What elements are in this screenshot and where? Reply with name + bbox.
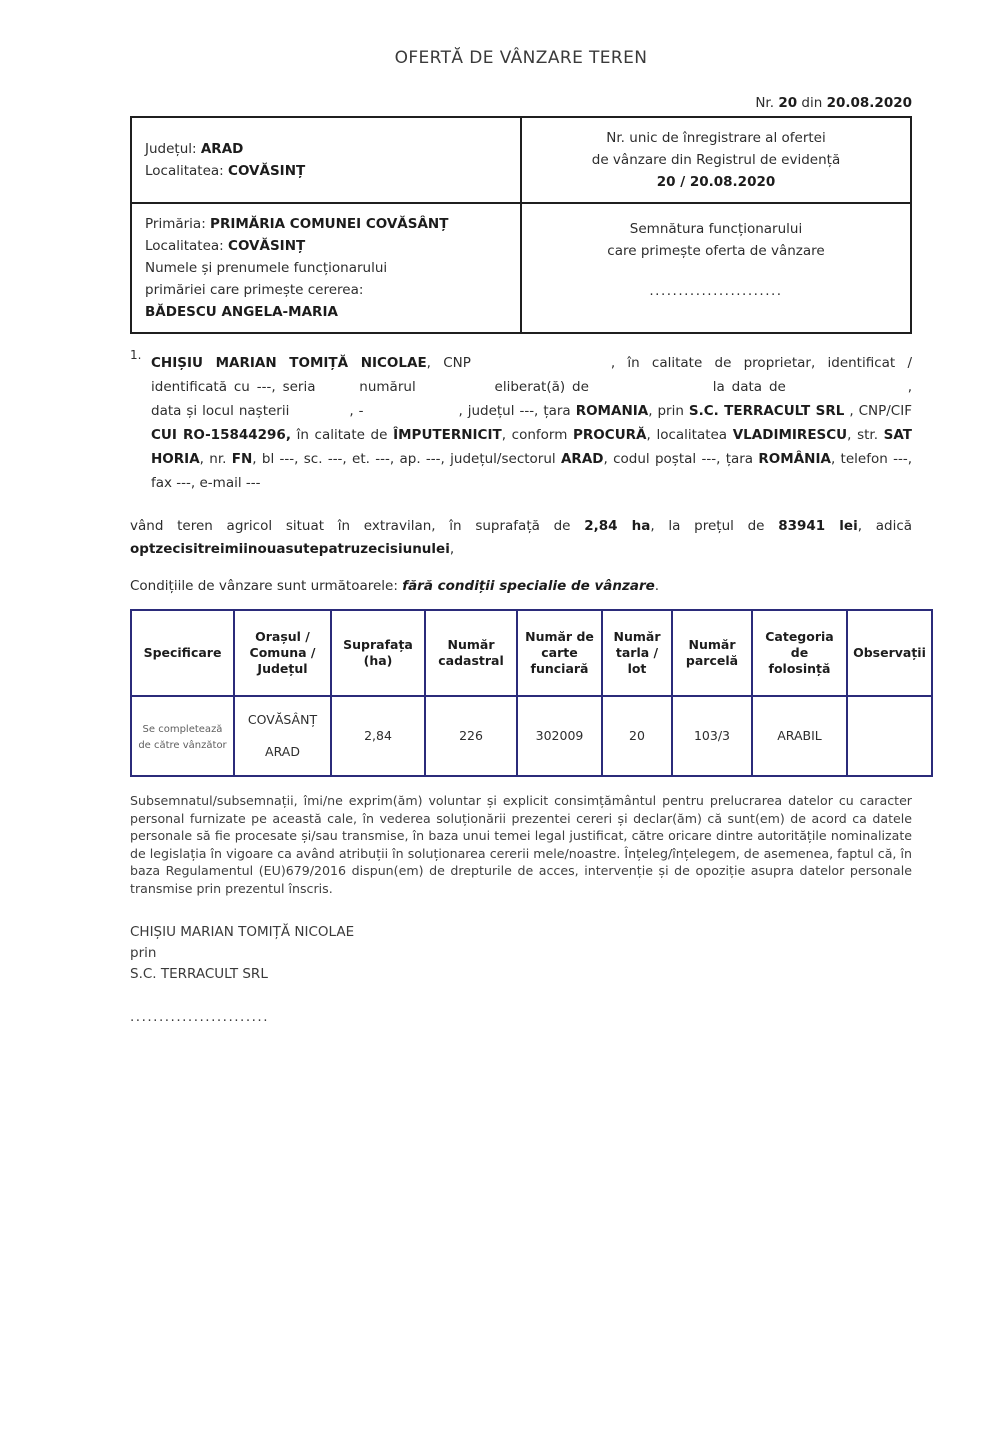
consent-paragraph: Subsemnatul/subsemnații, îmi/ne exprim(ăm) voluntar și explicit consimțământul pentru prelucrarea datelor cu caracter personal furnizate pe această cale, în vederea soluționării prezentei cereri și declar(ăm) că sunt(em) de acord ca datele personale să fie procesate și/sau transmise, în baza unui temei legal justificat, către oricare dintre autoritățile nominalizate de legislația în vigoare ca având atribuții în soluționarea cererii mele/noastre. Înțeleg/înțelegem, de asemenea, faptul că, în baza Regulamentul (EU)679/2016 dispun(em) de drepturile de acces, intervenție și de opoziție asupra datelor personale transmise prin prezentul înscris. xyxy=(130,793,912,896)
text-run: , adică xyxy=(857,518,913,534)
blank-field xyxy=(423,389,488,391)
signature-company: S.C. TERRACULT SRL xyxy=(130,965,268,982)
cell-specificare: Se completează de către vânzător xyxy=(131,696,234,776)
signature-block xyxy=(130,922,912,985)
cell-area: 2,84 xyxy=(331,696,425,776)
text-line: Nr. unic de înregistrare al ofertei xyxy=(606,130,826,146)
signature-cell xyxy=(521,203,911,333)
doc-number-line xyxy=(130,95,912,111)
signature-prin: prin xyxy=(130,944,157,961)
blank-field xyxy=(793,389,908,391)
text-run: , - xyxy=(349,403,364,419)
county-label: Județul: xyxy=(145,141,201,157)
price-value: 83941 lei xyxy=(778,518,858,534)
text-run: , CNP/CIF xyxy=(844,403,912,419)
spacer xyxy=(535,262,897,280)
text-line: Semnătura funcționarului xyxy=(629,221,803,237)
blank-field xyxy=(322,389,352,391)
text-run: numărul xyxy=(359,379,416,395)
column-header: Număr parcelă xyxy=(672,610,752,696)
doc-date: 20.08.2020 xyxy=(826,95,912,111)
column-header: Orașul / Comuna / Județul xyxy=(234,610,331,696)
proxy-locality: VLADIMIRESCU xyxy=(732,427,848,443)
role-value: ÎMPUTERNICIT xyxy=(393,427,502,443)
text-run: Condițiile de vânzare sunt următoarele: xyxy=(130,578,403,594)
county-value: ARAD xyxy=(200,141,244,157)
text-run: , în calitate de proprietar, identificat / identificată cu ---, seria xyxy=(151,355,912,395)
townhall-line xyxy=(145,213,507,235)
proxy-country: ROMÂNIA xyxy=(758,451,831,467)
cell-county: ARAD xyxy=(265,744,300,759)
cell-observations xyxy=(847,696,932,776)
list-number: 1. xyxy=(130,348,142,362)
county-cell xyxy=(131,117,521,203)
text-run: , CNP xyxy=(426,355,471,371)
text-run: , localitatea xyxy=(646,427,733,443)
blank-field xyxy=(471,365,611,367)
text-run: Nr. xyxy=(755,95,779,111)
locality-line xyxy=(145,235,507,257)
page-title: OFERTĂ DE VÂNZARE TEREN xyxy=(394,48,648,68)
text-line: care primește oferta de vânzare xyxy=(607,243,825,259)
text-run: vând teren agricol situat în extravilan, în suprafață de xyxy=(130,518,585,534)
street-value: SAT HORIA xyxy=(151,427,912,467)
text-line: primăriei care primește cererea: xyxy=(145,282,364,298)
cell-tarla: 20 xyxy=(602,696,672,776)
townhall-label: Primăria: xyxy=(145,216,211,232)
text-run: din xyxy=(797,95,827,111)
locality-label: Localitatea: xyxy=(145,238,229,254)
owner-paragraph-wrap xyxy=(130,348,913,495)
proxy-county: ARAD xyxy=(560,451,604,467)
land-table-header-row xyxy=(131,610,932,696)
cell-usage-category: ARABIL xyxy=(752,696,847,776)
country-value: ROMANIA xyxy=(575,403,649,419)
blank-field xyxy=(596,389,706,391)
land-table xyxy=(130,609,933,777)
cui-value: CUI RO-15844296, xyxy=(151,427,291,443)
text-run: . xyxy=(654,578,660,594)
blank-field xyxy=(294,413,349,415)
doc-number: 20 xyxy=(778,95,798,111)
signature-dots: ........................ xyxy=(130,1008,269,1025)
cell-land-book-number: 302009 xyxy=(517,696,602,776)
registration-value: 20 / 20.08.2020 xyxy=(656,174,776,190)
signature-name: CHIȘIU MARIAN TOMIȚĂ NICOLAE xyxy=(130,923,355,940)
column-header: Suprafața (ha) xyxy=(331,610,425,696)
text-run: , bl ---, sc. ---, et. ---, ap. ---, județul/sectorul xyxy=(252,451,561,467)
proxy-company: S.C. TERRACULT SRL xyxy=(688,403,845,419)
text-run: , str. xyxy=(847,427,884,443)
text-run: eliberat(ă) de xyxy=(494,379,589,395)
townhall-cell xyxy=(131,203,521,333)
mandate-value: PROCURĂ xyxy=(573,427,647,443)
cell-locality-county xyxy=(234,696,331,776)
conditions-line xyxy=(130,578,912,594)
townhall-value: PRIMĂRIA COMUNEI COVĂSÂNȚ xyxy=(210,216,449,232)
document-page xyxy=(0,48,991,1025)
text-line: de vânzare din Registrul de evidență xyxy=(591,152,841,168)
signature-dots-placeholder: ....................... xyxy=(649,283,783,299)
text-run: , xyxy=(449,541,455,557)
official-name: BĂDESCU ANGELA-MARIA xyxy=(145,304,338,320)
column-header: Specificare xyxy=(131,610,234,696)
text-run: la data de xyxy=(712,379,786,395)
text-run: , la prețul de xyxy=(650,518,779,534)
text-run: , telefon ---, fax ---, e-mail --- xyxy=(151,451,912,491)
cell-locality: COVĂSÂNȚ xyxy=(247,712,318,727)
table-row xyxy=(131,203,911,333)
owner-name: CHIȘIU MARIAN TOMIȚĂ NICOLAE xyxy=(151,355,427,371)
registration-number-cell xyxy=(521,117,911,203)
column-header: Număr cadastral xyxy=(425,610,517,696)
locality-value: COVĂSINȚ xyxy=(228,238,306,254)
column-header: Număr de carte funciară xyxy=(517,610,602,696)
text-run: , județul ---, țara xyxy=(458,403,576,419)
table-row xyxy=(131,117,911,203)
text-run: , prin xyxy=(648,403,689,419)
text-run: , nr. xyxy=(199,451,232,467)
text-run: în calitate de xyxy=(290,427,394,443)
cell-cadastral-number: 226 xyxy=(425,696,517,776)
county-line xyxy=(145,138,507,160)
blank-field xyxy=(368,413,458,415)
text-run: , data și locul nașterii xyxy=(151,379,913,419)
owner-paragraph xyxy=(151,351,912,495)
conditions-value: fără condiții specialie de vânzare xyxy=(402,578,655,594)
cell-parcel: 103/3 xyxy=(672,696,752,776)
street-number: FN xyxy=(231,451,253,467)
text-run: , conform xyxy=(501,427,574,443)
locality-value: COVĂSINȚ xyxy=(228,163,306,179)
sale-paragraph xyxy=(130,515,912,561)
registration-table xyxy=(130,116,912,334)
column-header: Număr tarla / lot xyxy=(602,610,672,696)
land-table-data-row xyxy=(131,696,932,776)
locality-line xyxy=(145,160,507,182)
locality-label: Localitatea: xyxy=(145,163,229,179)
text-line: Numele și prenumele funcționarului xyxy=(145,260,388,276)
column-header: Observații xyxy=(847,610,932,696)
price-in-words: optzecisitreimiinouasutepatruzecisiunulei xyxy=(130,541,450,557)
column-header: Categoria de folosință xyxy=(752,610,847,696)
area-value: 2,84 ha xyxy=(584,518,651,534)
text-run: , codul poștal ---, țara xyxy=(603,451,759,467)
